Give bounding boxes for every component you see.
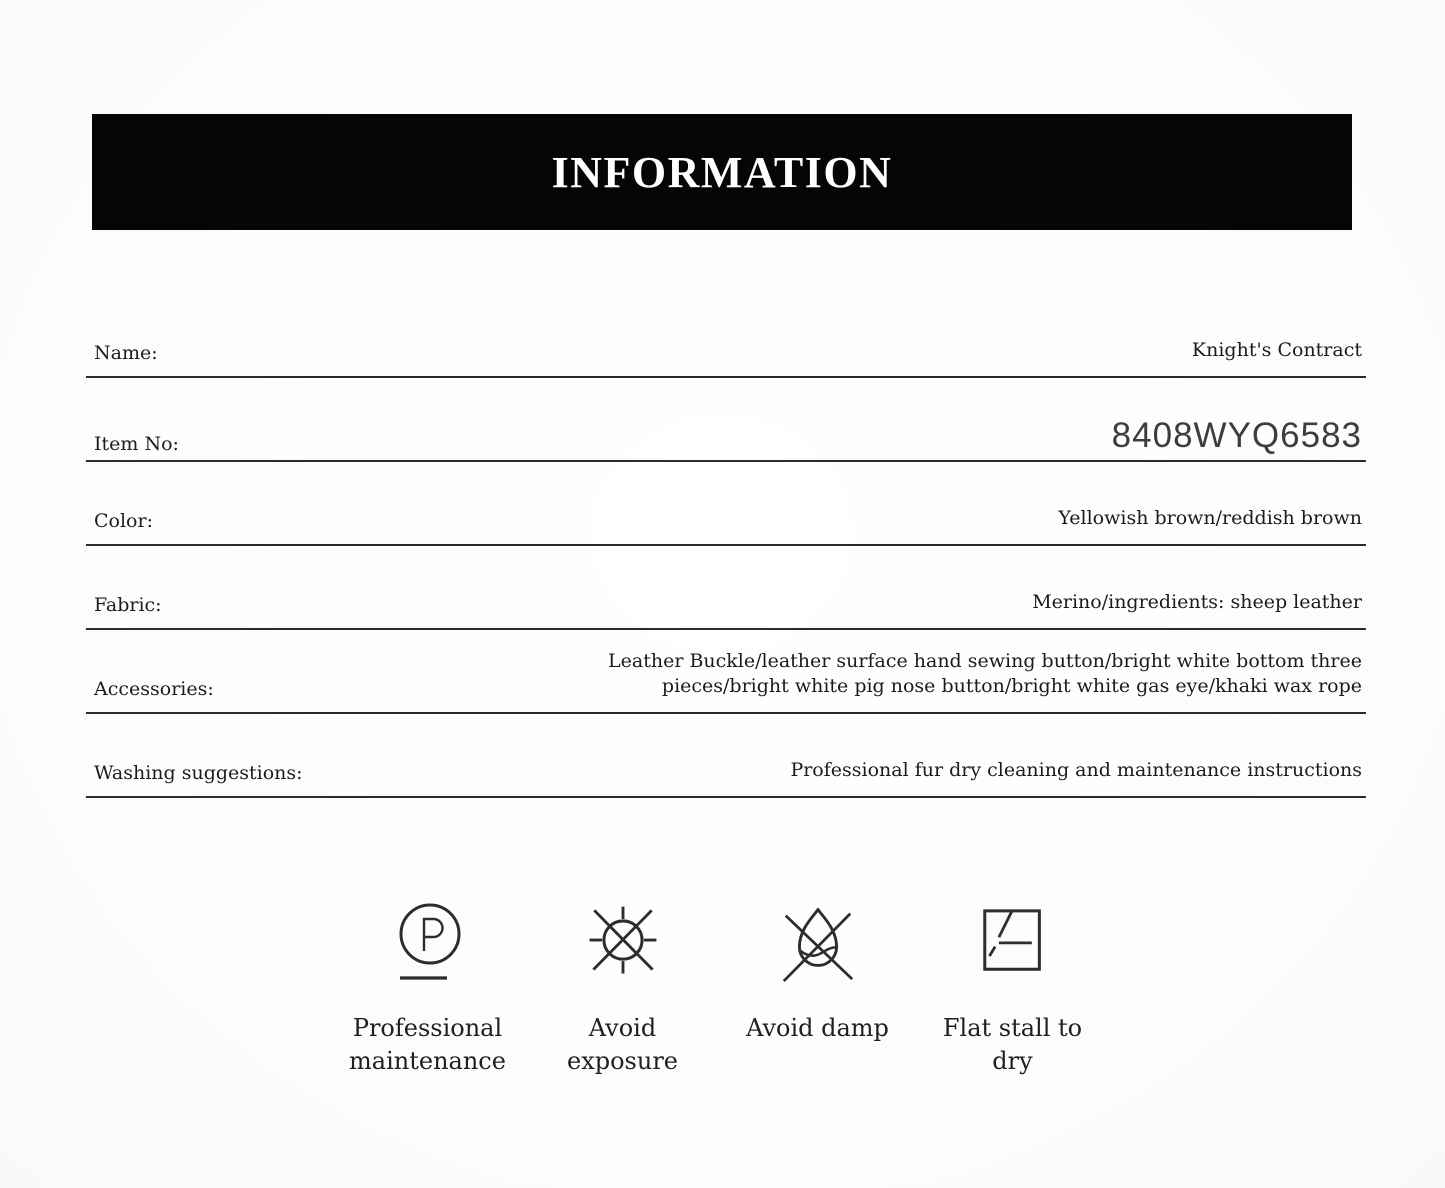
row-label: Fabric:: [94, 594, 162, 616]
row-value: 8408WYQ6583: [1111, 416, 1362, 456]
flat-dry-icon: [981, 896, 1045, 986]
professional-maintenance-icon: [390, 896, 466, 986]
row-value: Professional fur dry cleaning and maintenance instructions: [790, 759, 1362, 782]
care-label: Avoid damp: [746, 1014, 889, 1042]
info-table: [86, 294, 1366, 798]
row-label: Color:: [94, 510, 153, 532]
care-item-professional-maintenance: [330, 896, 525, 1078]
avoid-exposure-icon: [580, 896, 666, 986]
row-value: Leather Buckle/leather surface hand sewing button/bright white bottom three pieces/bright white pig nose button/bright white gas eye/khaki wax rope: [608, 649, 1362, 698]
row-value: Merino/ingredients: sheep leather: [1032, 591, 1362, 614]
care-item-avoid-damp: [720, 896, 915, 1078]
care-label: Avoid exposure: [567, 1014, 678, 1076]
info-row-item-no: [86, 378, 1366, 462]
page-title: INFORMATION: [551, 147, 893, 197]
care-item-flat-dry: [915, 896, 1110, 1078]
info-row-name: [86, 294, 1366, 378]
info-row-accessories: [86, 630, 1366, 714]
row-value: Yellowish brown/reddish brown: [1058, 507, 1362, 530]
avoid-damp-icon: [769, 896, 867, 986]
care-item-avoid-exposure: [525, 896, 720, 1078]
care-label: Flat stall to dry: [942, 1014, 1083, 1076]
care-symbols: [330, 896, 1110, 1078]
row-label: Accessories:: [94, 678, 214, 700]
row-label: Item No:: [94, 433, 179, 455]
row-value: Knight's Contract: [1191, 339, 1362, 362]
care-label: Professional maintenance: [349, 1014, 506, 1076]
info-row-fabric: [86, 546, 1366, 630]
info-row-color: [86, 462, 1366, 546]
info-row-washing: [86, 714, 1366, 798]
info-banner: [92, 114, 1352, 230]
row-label: Washing suggestions:: [94, 762, 303, 784]
row-label: Name:: [94, 342, 158, 364]
